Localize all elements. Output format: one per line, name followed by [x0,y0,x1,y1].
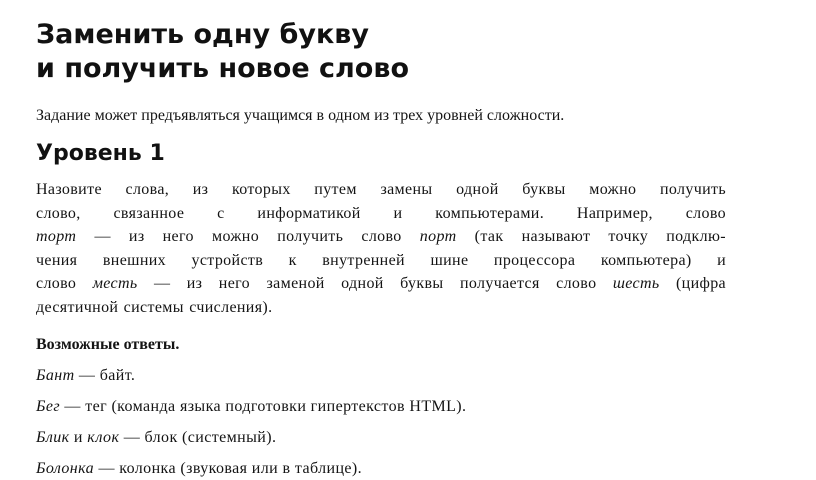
answer-text: тег (команда языка подготовки гипертекстов HTML). [85,397,467,415]
answer-separator: — [119,428,145,446]
example-word-mest: месть [92,275,138,293]
answer-conjunction: и [69,428,88,446]
answer-separator: — [59,397,86,415]
description-line-5-end: (цифра [659,275,726,293]
answer-text: байт. [99,366,136,384]
example-word-port: порт [419,228,457,246]
description-line-3-end: (так называют точку подклю- [456,228,726,246]
description-line-5 [36,272,726,296]
answer-separator: — [74,366,100,384]
description-line-1: Назовите слова, из которых путем замены одной буквы можно получить [36,181,726,198]
answer-item [36,365,726,387]
level-heading: Уровень 1 [36,141,165,166]
description-line-6: десятичной системы счисления). [36,298,273,316]
answer-word: Бант [36,366,75,384]
level-description [36,178,726,320]
title-line-2: и получить новое слово [36,53,409,84]
answer-item [36,396,726,418]
description-line-3-mid: — из него можно получить слово [76,228,420,246]
description-line-2: слово, связанное с информатикой и компьютерами. Например, слово [36,204,726,222]
document-page [36,18,726,480]
description-line-3 [36,225,726,249]
answer-separator: — [94,459,120,477]
page-title [36,18,726,86]
description-line-5-mid: — из него заменой одной буквы получается слово [137,275,613,293]
example-word-tort: торт [36,228,77,246]
example-word-shest: шесть [612,275,660,293]
answer-text: блок (системный). [144,428,277,446]
answer-item [36,427,726,449]
answer-text: колонка (звуковая или в таблице). [119,459,363,477]
title-line-1: Заменить одну букву [36,19,369,50]
description-line-5-start: слово [36,275,93,293]
answer-word: Блик [36,428,70,446]
answer-item [36,458,726,480]
answer-word: Болонка [36,459,95,477]
answers-title: Возможные ответы. [36,335,180,353]
answer-word: Бег [36,397,60,415]
description-line-4: чения внешних устройств к внутренней шине процессора компьютера) и [36,251,726,269]
intro-text: Задание может предъявляться учащимся в одном из трех уровней сложности. [36,107,565,124]
answer-word-second: клок [87,428,120,446]
